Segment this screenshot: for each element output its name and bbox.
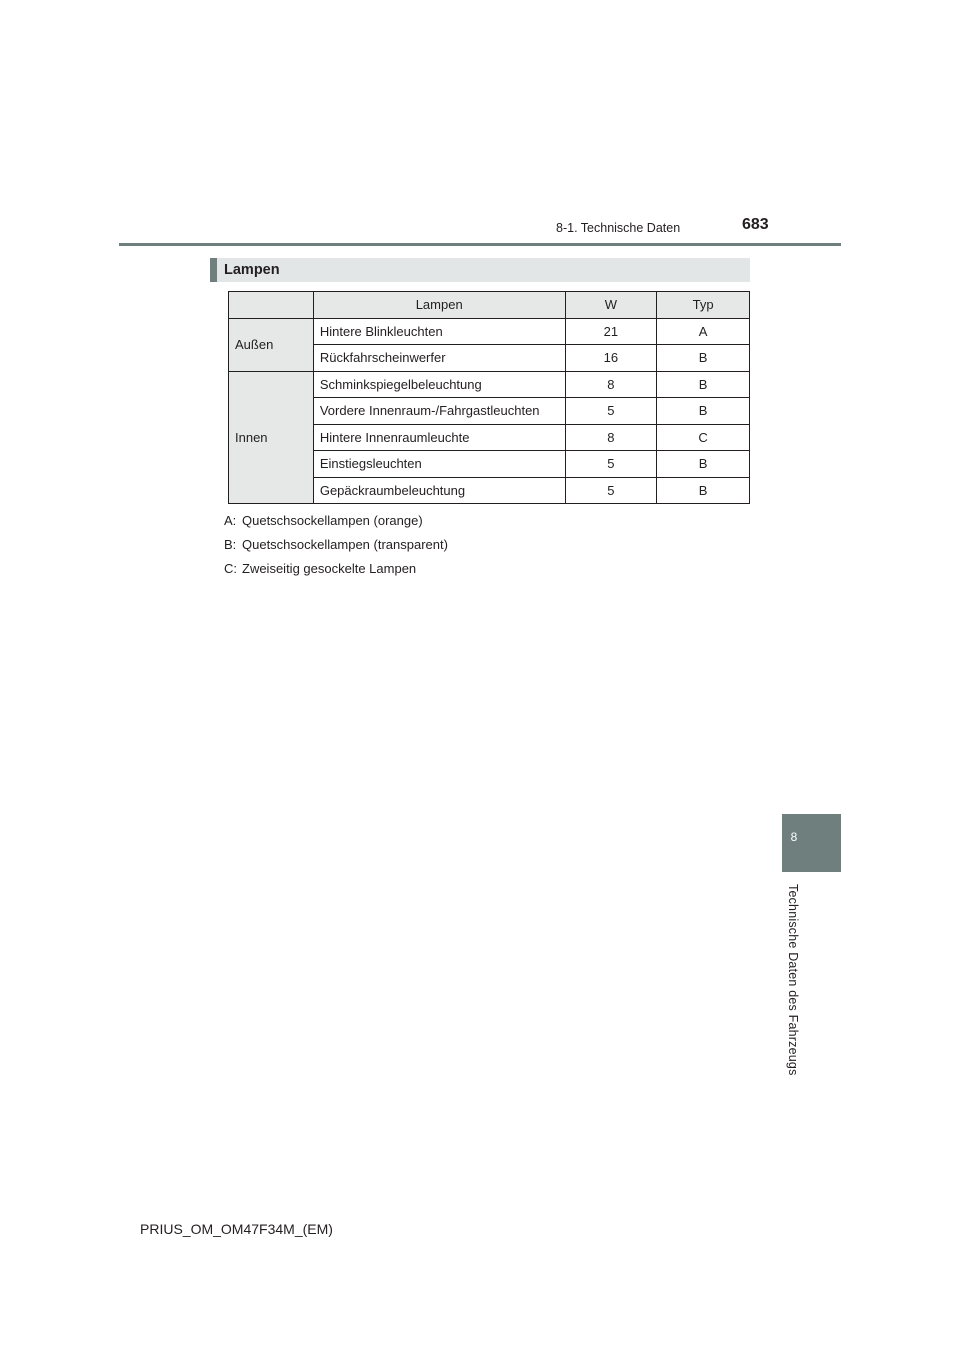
lamp-name: Rückfahrscheinwerfer <box>313 345 565 372</box>
lamp-type: C <box>657 424 750 451</box>
section-heading-accent <box>210 258 217 282</box>
lamp-table <box>228 291 750 504</box>
chapter-tab-number: 8 <box>790 830 798 844</box>
chapter-tab-label: Technische Daten des Fahrzeugs <box>786 884 800 1076</box>
type-legend <box>224 513 448 585</box>
legend-text: Zweiseitig gesockelte Lampen <box>242 561 417 576</box>
chapter-tab <box>782 814 841 872</box>
lamp-watt: 21 <box>565 318 657 345</box>
lamp-name: Vordere Innenraum-/Fahrgastleuchten <box>313 398 565 425</box>
table-header-empty <box>229 292 314 319</box>
lamp-type: B <box>657 451 750 478</box>
lamp-watt: 16 <box>565 345 657 372</box>
group-exterior: Außen <box>229 318 314 371</box>
chapter-section-title: 8-1. Technische Daten <box>556 221 681 235</box>
lamp-name: Einstiegsleuchten <box>313 451 565 478</box>
lamp-name: Hintere Innenraumleuchte <box>313 424 565 451</box>
legend-text: Quetschsockellampen (orange) <box>242 513 423 528</box>
legend-key: B: <box>224 537 237 552</box>
section-title: Lampen <box>224 262 280 278</box>
legend-text: Quetschsockellampen (transparent) <box>242 537 448 552</box>
legend-item <box>224 561 448 585</box>
table-row <box>229 318 750 345</box>
lamp-name: Schminkspiegelbeleuchtung <box>313 371 565 398</box>
section-heading-bar <box>210 258 750 282</box>
lamp-type: B <box>657 398 750 425</box>
lamp-type: B <box>657 371 750 398</box>
table-row <box>229 371 750 398</box>
legend-item <box>224 513 448 537</box>
legend-key: A: <box>224 513 237 528</box>
lamp-name: Gepäckraumbeleuchtung <box>313 477 565 504</box>
table-header-lamps: Lampen <box>313 292 565 319</box>
page-number: 683 <box>742 216 769 233</box>
lamp-watt: 5 <box>565 398 657 425</box>
lamp-type: A <box>657 318 750 345</box>
document-code: PRIUS_OM_OM47F34M_(EM) <box>140 1221 333 1237</box>
header-divider <box>119 243 841 246</box>
lamp-name: Hintere Blinkleuchten <box>313 318 565 345</box>
lamp-watt: 8 <box>565 371 657 398</box>
lamp-watt: 5 <box>565 477 657 504</box>
lamp-type: B <box>657 345 750 372</box>
table-header-row <box>229 292 750 319</box>
legend-item <box>224 537 448 561</box>
group-interior: Innen <box>229 371 314 504</box>
lamp-type: B <box>657 477 750 504</box>
table-header-type: Typ <box>657 292 750 319</box>
lamp-watt: 5 <box>565 451 657 478</box>
legend-key: C: <box>224 561 237 576</box>
table-header-watt: W <box>565 292 657 319</box>
lamp-watt: 8 <box>565 424 657 451</box>
